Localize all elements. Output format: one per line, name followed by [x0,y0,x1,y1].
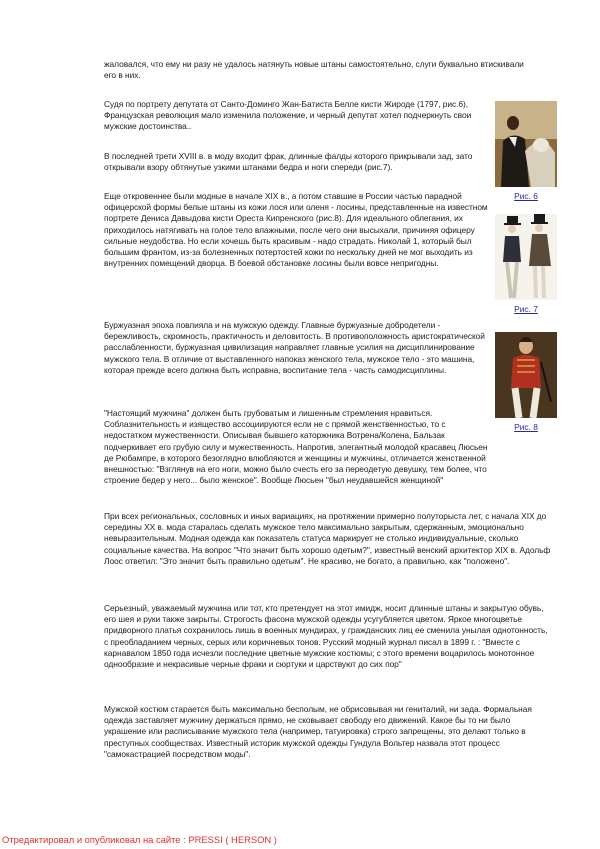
paragraph-9: Мужской костюм старается быть максимально бесполым, не обрисовывая ни гениталий, ни зада. Формальная одежда заставляет мужчину держаться прямо, не сковывает свободу его движений. Какое бы то ни было украшение или расписывание мужского тела (например, татуировка) строго запрещены, это делают только в преступных сообществах. Известный историк мужской одежды Гундула Вольтер назвала этот процесс "самокастрацией посредством моды". [104,704,532,759]
figure-8 [493,332,559,432]
paragraph-8: Серьезный, уважаемый мужчина или тот, кто претендует на этот имидж, носит длинные штаны и закрытую обувь, его шея и руки также закрыты. Строгость фасона мужской одежды усугубляется цветом. Яркое многоцветье придворного платья сохранилось лишь в военных мундирах, у гражданских лиц ее сменила унылая однотонность, с преобладанием черных, серых или коричневых тонов. Русский модный журнал писал в 1899 г. : "Вместе с карнавалом 1850 года исчезли последние цветные мужские костюмы; с этого времени воцарилось монотонное однообразие и некрасивые черные фраки и сюртуки и царствуют до сих пор" [104,603,548,670]
paragraph-7: При всех региональных, сословных и иных вариациях, на протяжении примерно полуторыста лет, с начала XIX до середины XX в. мода старалась сделать мужское тело максимально закрытым, сдержанным, эмоционально невыразительным. Модная одежда как показатель статуса маркирует не столько индивидуальные, сколько социальные качества. На вопрос "Что значит быть хорошо одетым?", известный венский архитектор XIX в. Адольф Лоос ответил: "Это значит быть правильно одетым". Не красиво, не богато, а правильно, как "положено". [104,511,551,566]
portrait-davydov-image[interactable] [495,332,557,418]
figure-6 [493,101,559,201]
paragraph-3: В последней трети XVIII в. в моду входит фрак, длинные фалды которого прикрывали зад, зато открывали взору обтянутые узкими штанами бедра и ноги спереди (рис.7). [104,151,473,173]
footer-credit: Отредактировал и опубликовал на сайте : PRESSI ( HERSON ) [2,834,277,845]
paragraph-6: "Настоящий мужчина" должен быть грубоватым и лишенным стремления нравиться. Соблазнительность и изящество ассоциируются если не с прямой женственностью, то с недостатком мужественности. Описывая бывшего каторжника Вотрена/Колена, Бальзак подчеркивает его грубую силу и мужественность. Напротив, элегантный молодой красавец Люсьен де Рюбампре, в которого безоглядно влюбляются и женщины и мужчины, отличается женственной внешностью: "Взглянув на его ноги, можно было счесть его за переодетую девушку, тем более, что строение бедер у него... было женское". Вообще Люсьен "был неудавшейся женщиной" [104,408,488,486]
paragraph-1: жаловался, что ему ни разу не удалось натянуть новые штаны самостоятельно, слуги буквально втискивали его в них. [104,59,524,81]
paragraph-5: Буржуазная эпоха повлияла и на мужскую одежду. Главные буржуазные добродетели - бережливость, скромность, практичность и деловитость. В противоположность аристократической расслабленности, буржуазная цивилизация направляет главные усилия на дисциплинирование мужского тела. В отличие от выставленного напоказ женского тела, мужское тело - это машина, которая прежде всего должна быть исправна, воспитание тела - часть самодисциплины. [104,320,485,375]
figure-7-caption[interactable]: Рис. 7 [514,304,538,314]
figure-6-caption[interactable]: Рис. 6 [514,191,538,201]
portrait-belley-image[interactable] [495,101,557,187]
frock-coat-fashion-image[interactable] [495,214,557,300]
paragraph-4: Еще откровеннее были модные в начале XIX в., а потом ставшие в России частью парадной офицерской формы белые штаны из кожи лося или оленя - лосины, представленные на известном портрете Дениса Давыдова кисти Ореста Кипренского (рис.8). Для идеального облегания, их приходилось натягивать на голое тело влажными, после чего они высыхали, причиняя офицеру сильные неудобства. Но если хочешь быть красивым - надо страдать. Николай 1, который был большим франтом, из-за болезненных потертостей кожи по нескольку дней не мог выходить из внутренних помещений дворца. В боевой обстановке лосины были вовсе непригодны. [104,191,488,269]
figure-8-caption[interactable]: Рис. 8 [514,422,538,432]
figure-7 [493,214,559,314]
paragraph-2: Судя по портрету депутата от Санто-Доминго Жан-Батиста Белле кисти Жироде (1797, рис.6), Французская революция мало изменила положение, и черный депутат хотел подчеркнуть свои мужские достоинства.. [104,99,472,132]
